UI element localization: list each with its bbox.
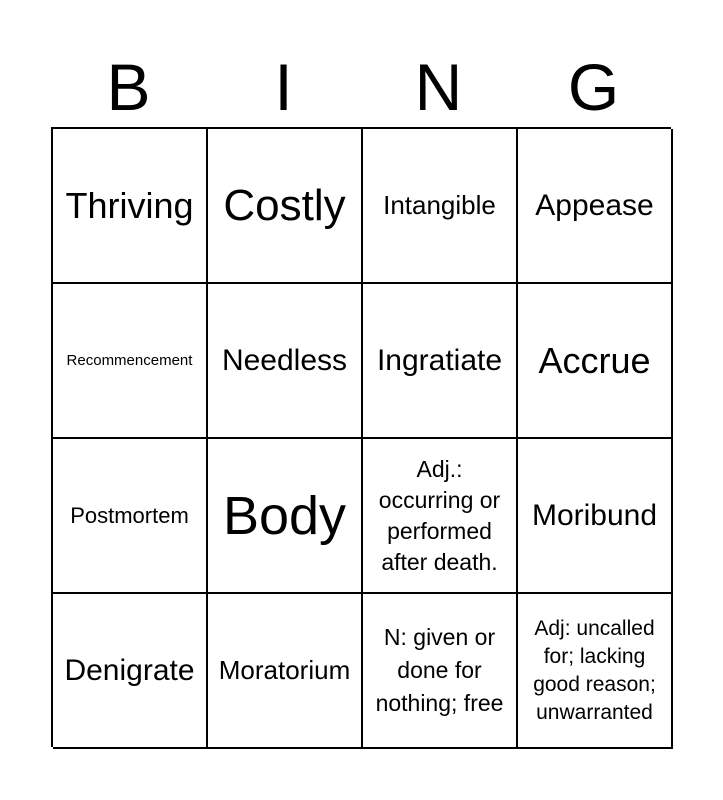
cell-text: Appease <box>535 188 654 222</box>
cell-text: N: given or done for nothing; free <box>375 624 504 716</box>
cell-text: Ingratiate <box>376 343 503 377</box>
cell-text: Needless <box>221 343 348 377</box>
bingo-cell-r2c4[interactable] <box>518 284 673 439</box>
bingo-cell-r3c1[interactable] <box>53 439 208 594</box>
bingo-board <box>51 127 671 747</box>
bingo-cell-r4c1[interactable] <box>53 594 208 749</box>
cell-text: Postmortem <box>70 502 189 528</box>
bingo-cell-r3c3[interactable] <box>363 439 518 594</box>
cell-text: Recommencement <box>66 352 193 369</box>
bingo-cell-r4c4[interactable] <box>518 594 673 749</box>
bingo-cell-r1c2[interactable] <box>208 129 363 284</box>
header-letter-i: I <box>274 50 293 124</box>
header-letter-b: B <box>106 50 151 124</box>
cell-text: Body <box>222 485 347 546</box>
bingo-cell-r2c3[interactable] <box>363 284 518 439</box>
bingo-cell-r2c2[interactable] <box>208 284 363 439</box>
cell-text: Adj.: occurring or performed after death. <box>378 455 501 575</box>
cell-text: Accrue <box>538 339 651 381</box>
bingo-cell-r3c4[interactable] <box>518 439 673 594</box>
header-letter-n: N <box>414 50 463 124</box>
bingo-cell-r1c4[interactable] <box>518 129 673 284</box>
bingo-header <box>51 46 671 128</box>
cell-text: Thriving <box>65 184 194 226</box>
cell-text: Denigrate <box>64 653 195 687</box>
cell-text: Costly <box>223 180 346 230</box>
cell-text: Adj: uncalled for; lacking good reason; unwarranted <box>533 616 656 724</box>
bingo-cell-r4c2[interactable] <box>208 594 363 749</box>
bingo-cell-r1c1[interactable] <box>53 129 208 284</box>
bingo-cell-r3c2[interactable] <box>208 439 363 594</box>
header-letter-g: G <box>567 50 620 124</box>
bingo-cell-r4c3[interactable] <box>363 594 518 749</box>
cell-text: Moratorium <box>218 655 351 685</box>
bingo-cell-r1c3[interactable] <box>363 129 518 284</box>
cell-text: Intangible <box>383 190 496 220</box>
cell-text: Moribund <box>531 498 658 532</box>
bingo-cell-r2c1[interactable] <box>53 284 208 439</box>
